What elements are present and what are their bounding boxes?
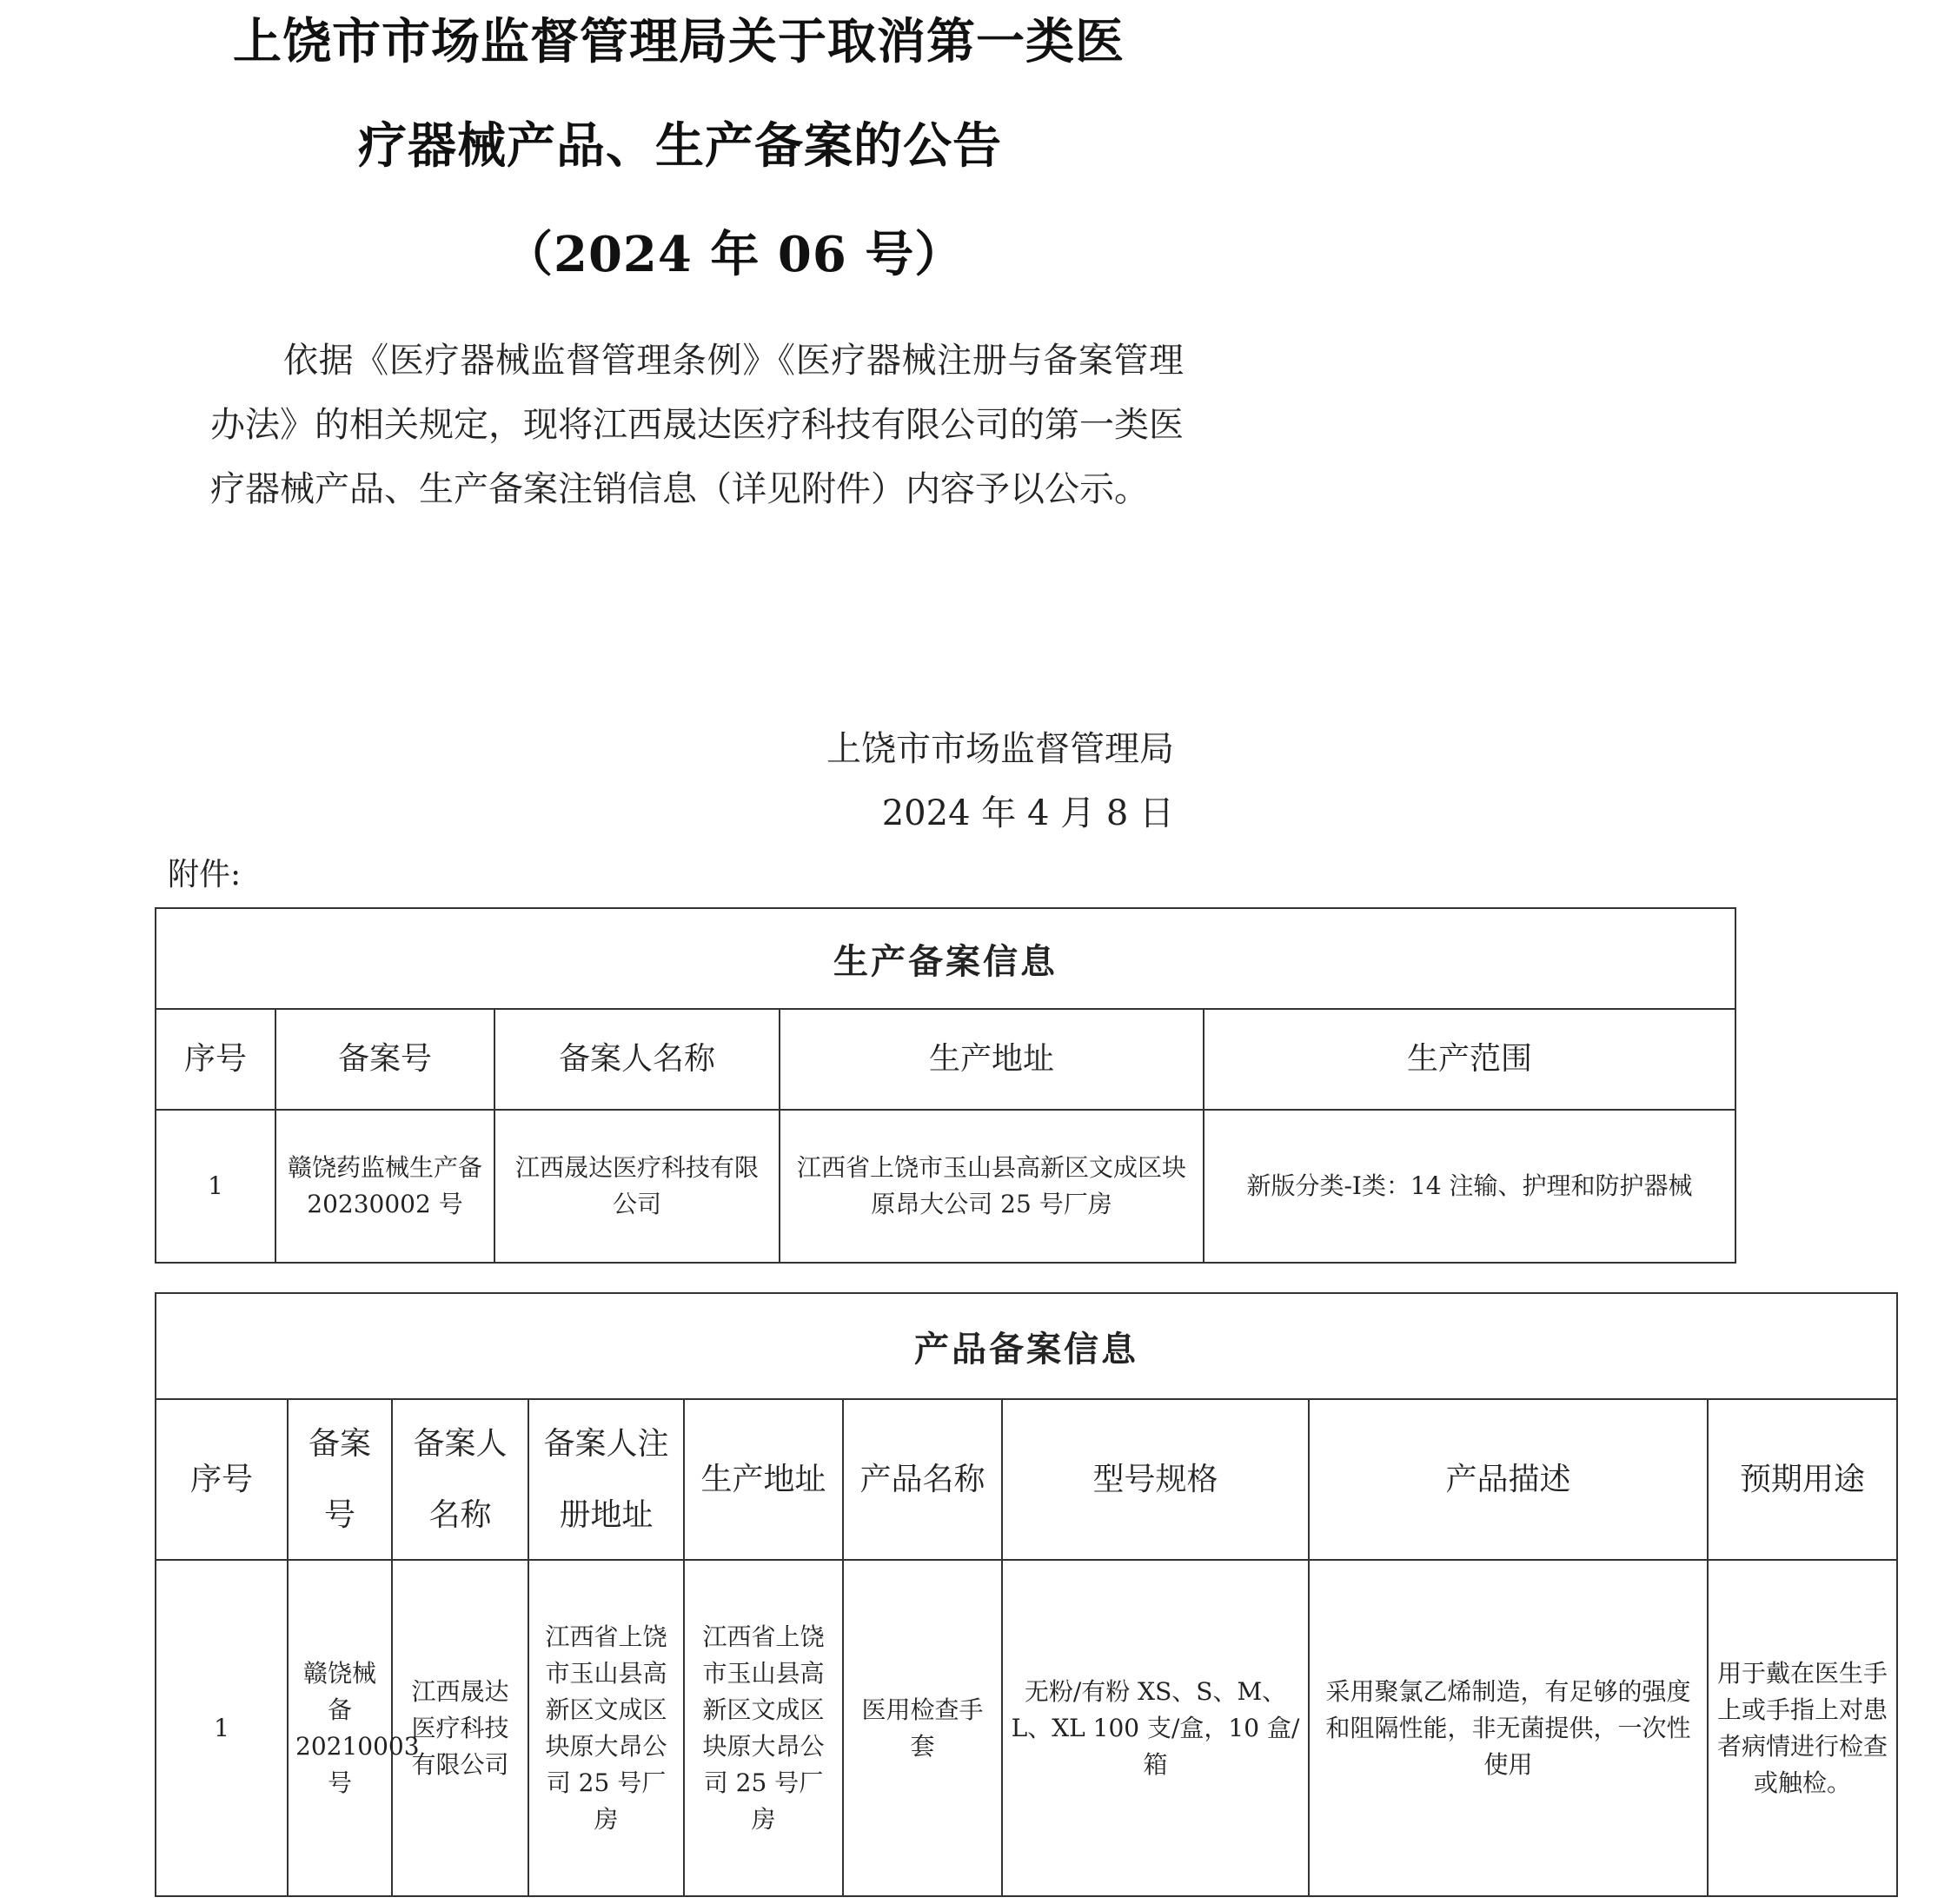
column-header: 序号 [156,1399,288,1560]
signature-date: 2024 年 4 月 8 日 [881,793,1174,833]
column-header: 生产地址 [684,1399,843,1560]
table-cell: 用于戴在医生手上或手指上对患者病情进行检查或触检。 [1708,1560,1897,1896]
table-cell: 江西晟达医疗科技有限公司 [392,1560,528,1896]
table-header-row [156,1399,1897,1560]
table-cell: 赣饶械备 20210003 号 [288,1560,392,1896]
title-line-2: 疗器械产品、生产备案的公告 [358,117,1002,175]
table-cell: 1 [156,1560,288,1896]
table-cell: 1 [156,1110,275,1263]
column-header: 生产范围 [1204,1009,1735,1110]
title-line-3: （2024 年 06 号） [504,226,965,283]
column-header: 备案人名称 [494,1009,780,1110]
signature-org: 上饶市市场监督管理局 [826,729,1174,769]
column-header: 产品名称 [843,1399,1002,1560]
table-header-row [156,1009,1735,1110]
table-cell: 无粉/有粉 XS、S、M、L、XL 100 支/盒，10 盒/箱 [1002,1560,1309,1896]
column-header: 备案号 [275,1009,494,1110]
column-header: 生产地址 [780,1009,1204,1110]
table-cell: 采用聚氯乙烯制造，有足够的强度和阻隔性能，非无菌提供，一次性使用 [1309,1560,1708,1896]
column-header: 序号 [156,1009,275,1110]
table-row [156,1560,1897,1896]
table-cell: 江西省上饶市玉山县高新区文成区块原昂大公司 25 号厂房 [780,1110,1204,1263]
column-header: 备案人注册地址 [528,1399,684,1560]
column-header: 预期用途 [1708,1399,1897,1560]
table-caption: 生产备案信息 [156,908,1735,1009]
table-cell: 赣饶药监械生产备 20230002 号 [275,1110,494,1263]
production-record-table [155,907,1736,1264]
table-cell: 江西晟达医疗科技有限公司 [494,1110,780,1263]
title-line-1: 上饶市市场监督管理局关于取消第一类医 [233,13,1125,70]
table-cell: 江西省上饶市玉山县高新区文成区块原大昂公司 25 号厂房 [528,1560,684,1896]
column-header: 产品描述 [1309,1399,1708,1560]
table-row [156,1110,1735,1263]
column-header: 型号规格 [1002,1399,1309,1560]
body-paragraph: 依据《医疗器械监督管理条例》《医疗器械注册与备案管理办法》的相关规定，现将江西晟达医疗科技有限公司的第一类医疗器械产品、生产备案注销信息（详见附件）内容予以公示。 [210,341,1184,509]
column-header: 备案人名称 [392,1399,528,1560]
table-caption: 产品备案信息 [156,1293,1897,1399]
column-header: 备案号 [288,1399,392,1560]
table-cell: 医用检查手套 [843,1560,1002,1896]
attachment-label: 附件: [168,857,242,892]
table-cell: 江西省上饶市玉山县高新区文成区块原大昂公司 25 号厂房 [684,1560,843,1896]
table-cell: 新版分类-Ⅰ类：14 注输、护理和防护器械 [1204,1110,1735,1263]
product-record-table [155,1292,1898,1897]
